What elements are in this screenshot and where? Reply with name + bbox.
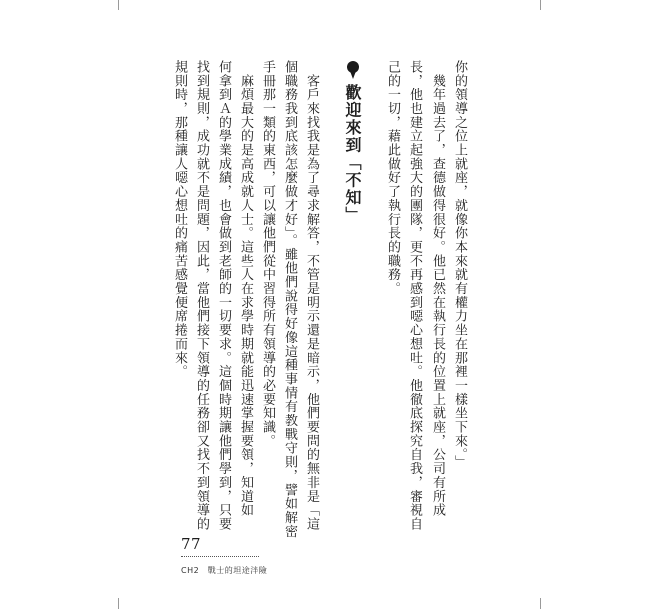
crop-mark-top-left [118,0,119,10]
text-column-10: 找到規則，成功就不是問題，因此，當他們接下領導的任務卻又找不到領導的 [194,60,209,531]
crop-mark-top-right [540,0,541,10]
footer-divider [181,556,259,557]
text-column-4: 己的一切，藉此做好了執行長的職務。 [385,60,400,296]
text-column-7: 手冊那一類的東西，可以讓他們從中習得所有領導的必要知識。 [260,60,275,448]
text-column-9: 何拿到Ａ的學業成績，也會做到老師的一切要求。這個時期讓他們學到，只要 [216,60,231,531]
text-column-11: 規則時，那種讓人噁心想吐的痛苦感覺便席捲而來。 [172,60,187,379]
text-column-1: 你的領導之位上就座，就像你本來就有權力坐在那裡一樣坐下來。」 [452,60,467,469]
text-column-3: 長，他也建立起強大的團隊，更不再感到噁心想吐。他徹底探究自我，審視自 [407,60,422,531]
crop-mark-bottom-left [118,598,119,609]
text-column-6: 個職務我到底該怎麼做才好」。雖他們說得好像這種事情有教戰守則，譬如解密 [282,60,297,539]
text-column-8: 麻煩最大的是高成就人士。這些人在求學時期就能迅速掌握要領，知道如 [238,60,253,518]
text-column-2: 幾年過去了，查德做得很好。他已然在執行長的位置上就座，公司有所成 [430,60,445,518]
pin-bullet-icon [345,60,361,80]
page-number: 77 [181,535,202,553]
crop-mark-bottom-right [540,598,541,609]
section-heading: 歡迎來到「不知」 [343,84,362,224]
chapter-footer: CH2 戰士的坦途泮險 [181,566,268,575]
text-column-5: 客戶來找我是為了尋求解答，不管是明示還是暗示，他們要問的無非是「這 [304,60,319,531]
